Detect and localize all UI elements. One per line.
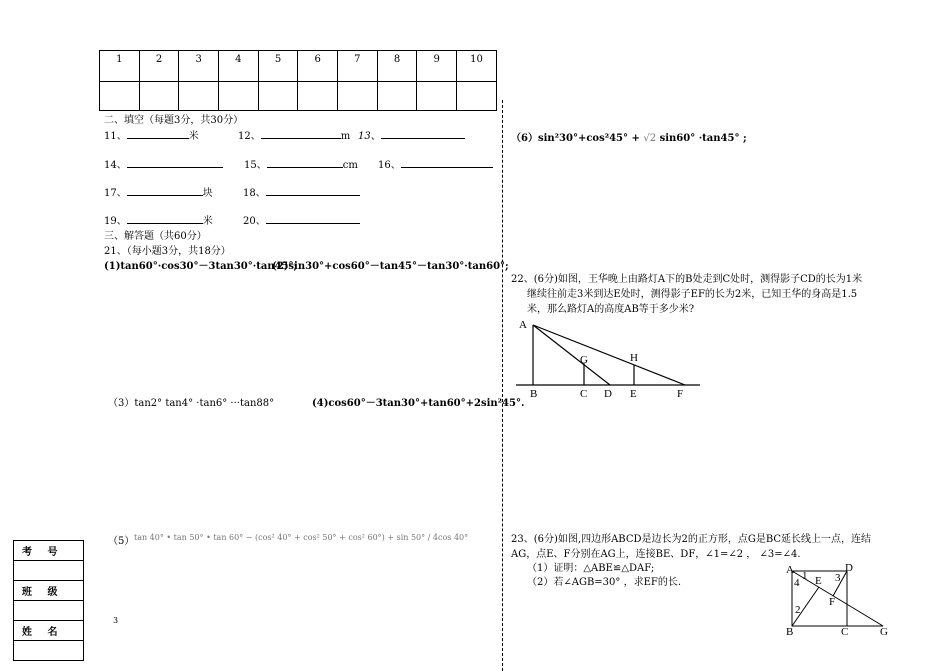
class-field[interactable] bbox=[14, 601, 84, 621]
answer-col-6: 6 bbox=[298, 51, 338, 82]
q18-answer-line[interactable] bbox=[266, 185, 360, 196]
answer-col-4: 4 bbox=[219, 51, 259, 82]
answer-cell[interactable] bbox=[417, 82, 457, 111]
answer-cell[interactable] bbox=[179, 82, 219, 111]
q17-unit: 块 bbox=[202, 188, 213, 199]
answer-col-8: 8 bbox=[377, 51, 417, 82]
q23-line2: AG，点E、F分别在AG上，连接BE、DF，∠1=∠2 ， ∠3=∠4. bbox=[511, 549, 801, 560]
q19-unit: 米 bbox=[202, 216, 213, 227]
q21-part6-text-a: （6）sin²30°+cos²45° + bbox=[511, 133, 640, 144]
answer-col-2: 2 bbox=[139, 51, 179, 82]
class-label: 班 级 bbox=[14, 581, 84, 601]
exam-number-field[interactable] bbox=[14, 561, 84, 581]
label-angle-4: 4 bbox=[794, 577, 800, 589]
q16-number: 16、 bbox=[378, 160, 401, 171]
answer-cell[interactable] bbox=[457, 82, 497, 111]
q11-answer-line[interactable] bbox=[127, 128, 189, 139]
column-divider bbox=[502, 100, 503, 671]
q21-part2: (2)sin30°+cos60°－tan45°－tan30°·tan60°; bbox=[272, 261, 509, 272]
label-angle-3: 3 bbox=[835, 572, 841, 584]
page-mark: 3 bbox=[113, 616, 119, 625]
exam-number-label: 考 号 bbox=[14, 541, 84, 561]
q16-blank bbox=[378, 156, 493, 171]
section2-title: 二、填空（每题3分，共30分） bbox=[104, 115, 244, 126]
answer-cell[interactable] bbox=[298, 82, 338, 111]
label-D: D bbox=[845, 563, 853, 574]
label-angle-1: 1 bbox=[802, 570, 808, 582]
q19-blank bbox=[104, 212, 213, 227]
q21-part4: (4)cos60°－3tan30°+tan60°+2sin²45°. bbox=[312, 398, 525, 409]
section3-title: 三、解答题（共60分） bbox=[104, 231, 207, 242]
q14-answer-line[interactable] bbox=[127, 157, 223, 168]
q12-blank bbox=[238, 127, 350, 142]
q23-figure bbox=[783, 563, 898, 641]
answer-cell[interactable] bbox=[100, 82, 140, 111]
label-G: G bbox=[580, 354, 588, 366]
answer-col-9: 9 bbox=[417, 51, 457, 82]
q22-line3: 米，那么路灯A的高度AB等于多少米? bbox=[527, 304, 695, 315]
label-E: E bbox=[815, 575, 822, 587]
label-B: B bbox=[786, 626, 794, 638]
q20-number: 20、 bbox=[243, 216, 266, 227]
name-field[interactable] bbox=[14, 641, 84, 661]
q21-part6-text-b: sin60° ·tan45° ; bbox=[659, 133, 747, 144]
label-A: A bbox=[786, 564, 794, 576]
label-F: F bbox=[829, 596, 836, 608]
name-label: 姓 名 bbox=[14, 621, 84, 641]
q17-answer-line[interactable] bbox=[127, 185, 203, 196]
answer-cell[interactable] bbox=[377, 82, 417, 111]
q14-blank bbox=[104, 156, 223, 171]
sqrt2-symbol: √2 bbox=[643, 133, 657, 144]
q13-number: 13、 bbox=[358, 131, 381, 142]
answer-table bbox=[99, 50, 497, 111]
q12-unit: m bbox=[340, 131, 351, 142]
q12-answer-line[interactable] bbox=[261, 128, 341, 139]
q22-line1: 22、(6分)如图，王华晚上由路灯A下的B处走到C处时，测得影子CD的长为1米 bbox=[511, 274, 863, 285]
q15-answer-line[interactable] bbox=[267, 157, 343, 168]
answer-cell[interactable] bbox=[219, 82, 259, 111]
answer-cell[interactable] bbox=[139, 82, 179, 111]
q11-blank bbox=[104, 127, 199, 142]
q18-number: 18、 bbox=[243, 188, 266, 199]
q23-part1: （1）证明：△ABE≌△DAF; bbox=[527, 563, 655, 574]
q13-blank bbox=[358, 127, 465, 142]
q21-part6 bbox=[511, 129, 747, 144]
q23-part2: （2）若∠AGB=30° ，求EF的长. bbox=[527, 577, 681, 588]
q19-answer-line[interactable] bbox=[127, 213, 203, 224]
q23-line1: 23、(6分)如图,四边形ABCD是边长为2的正方形，点G是BC延长线上一点，连结 bbox=[511, 534, 872, 545]
q21-part5-label: （5） bbox=[108, 536, 135, 547]
answer-col-1: 1 bbox=[100, 51, 140, 82]
q21-part5-formula: tan 40° • tan 50° • tan 60° − (cos² 40° + cos² 50° + cos² 60°) + sin 50° / 4cos 40° bbox=[134, 533, 469, 542]
q12-number: 12、 bbox=[238, 131, 261, 142]
answer-cell[interactable] bbox=[258, 82, 298, 111]
answer-col-3: 3 bbox=[179, 51, 219, 82]
q21-part1: (1)tan60°·cos30°－3tan30°·tan45°; bbox=[104, 261, 298, 272]
q17-blank bbox=[104, 184, 213, 199]
label-angle-2: 2 bbox=[795, 604, 801, 616]
label-D: D bbox=[604, 388, 612, 400]
q13-answer-line[interactable] bbox=[381, 128, 465, 139]
q14-number: 14、 bbox=[104, 160, 127, 171]
q15-unit: cm bbox=[342, 160, 358, 171]
q18-blank bbox=[243, 184, 360, 199]
q22-line2: 继续往前走3米到达E处时，测得影子EF的长为2米，已知王华的身高是1.5 bbox=[527, 289, 858, 300]
answer-col-10: 10 bbox=[457, 51, 497, 82]
q21-part3: （3）tan2° tan4° ·tan6° ···tan88° bbox=[108, 398, 275, 409]
q11-unit: 米 bbox=[188, 131, 199, 142]
q15-number: 15、 bbox=[244, 160, 267, 171]
q16-answer-line[interactable] bbox=[401, 157, 493, 168]
q11-number: 11、 bbox=[104, 131, 127, 142]
label-A: A bbox=[519, 319, 527, 331]
q19-number: 19、 bbox=[104, 216, 127, 227]
answer-cell[interactable] bbox=[338, 82, 378, 111]
q17-number: 17、 bbox=[104, 188, 127, 199]
label-F: F bbox=[677, 388, 684, 400]
label-E: E bbox=[630, 388, 637, 400]
q15-blank bbox=[244, 156, 358, 171]
q20-answer-line[interactable] bbox=[266, 213, 360, 224]
label-H: H bbox=[630, 352, 638, 364]
label-C: C bbox=[580, 388, 588, 400]
label-G: G bbox=[880, 626, 888, 638]
label-C: C bbox=[841, 626, 849, 638]
q21-header: 21、（每小题3分，共18分） bbox=[104, 246, 231, 257]
student-info-table bbox=[13, 540, 84, 661]
label-B: B bbox=[530, 388, 538, 400]
answer-col-7: 7 bbox=[338, 51, 378, 82]
q20-blank bbox=[243, 212, 360, 227]
answer-col-5: 5 bbox=[258, 51, 298, 82]
q22-figure bbox=[510, 315, 710, 400]
